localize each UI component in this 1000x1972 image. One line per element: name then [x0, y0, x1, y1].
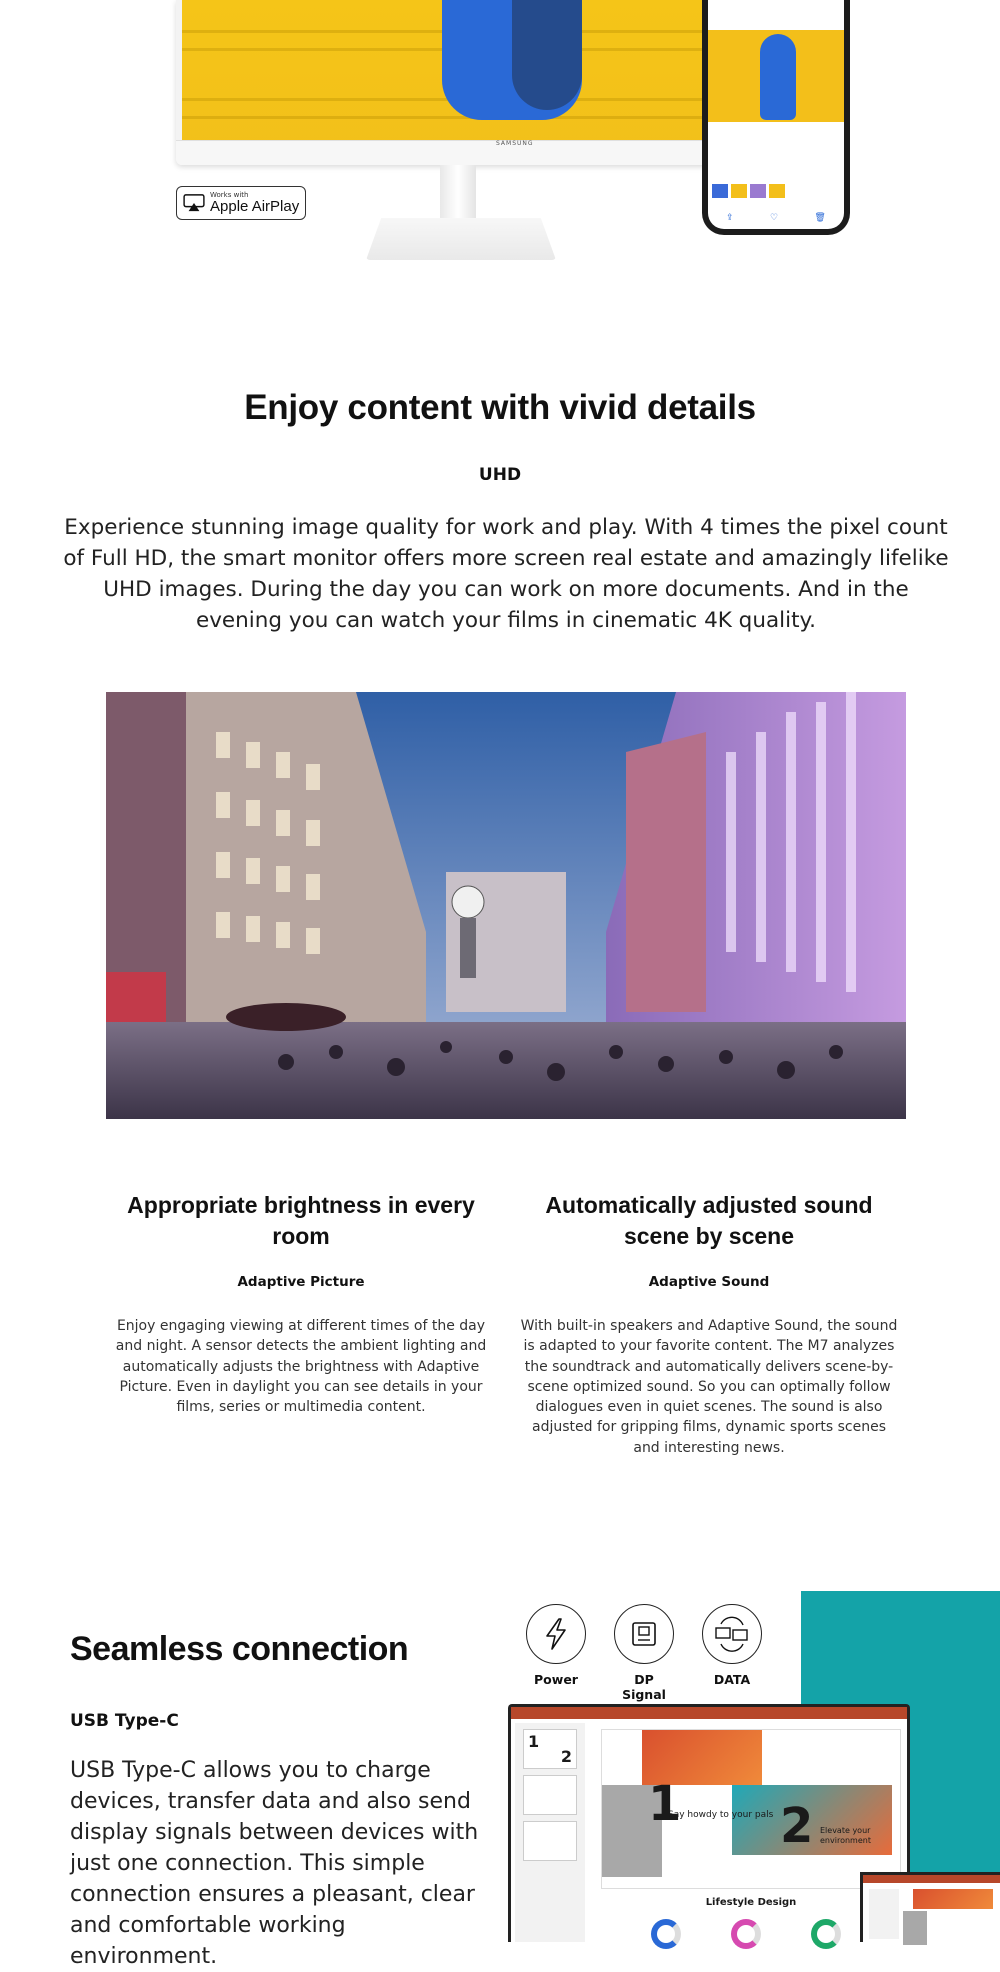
airplay-badge [176, 186, 306, 220]
slide-number-2: 2 [780, 1798, 814, 1854]
share-icon: ⇪ [726, 213, 734, 223]
trash-icon: 🗑 [814, 213, 826, 223]
port-label: DATA [713, 1672, 751, 1687]
heart-icon: ♡ [770, 213, 779, 223]
feature-label: Adaptive Sound [648, 1274, 770, 1290]
feature-adaptive-picture [106, 1190, 496, 1417]
slide-headline-2: Elevate your environment [820, 1826, 871, 1845]
hero-product-image [0, 0, 1000, 290]
port-power [526, 1604, 586, 1702]
city-street-image [106, 692, 906, 1119]
feature-description: With built-in speakers and Adaptive Sound, the sound is adapted to your favorite content. The M7 analyzes the soundtrack and automatically delivers scene-by-scene optimized sound. So you can optimally follow dialogues even in quiet scenes. The sound is also adjusted for gripping films, dynamic sports scenes and interesting news. [520, 1318, 898, 1456]
feature-title: Appropriate brightness in every room [127, 1192, 475, 1249]
uhd-section-title: Enjoy content with vivid details [244, 388, 756, 427]
uhd-description: Experience stunning image quality for work and play. With 4 times the pixel count of Full HD, the smart monitor offers more screen real estate and amazingly lifelike UHD images. During the day you can work on more documents. And in the evening you can watch your films in cinematic 4K quality. [63, 515, 949, 633]
city-illustration [106, 692, 906, 1119]
connection-description: USB Type-C allows you to charge devices, transfer data and also send display signals between devices with just one connection. This simple connection ensures a pleasant, clear and comfortable working environment. [70, 1758, 479, 1969]
port-icons [526, 1604, 762, 1702]
uhd-label: UHD [478, 465, 522, 485]
phone-image [702, 0, 850, 235]
laptop-presentation-image: 1 2 1 Say howdy to your pals 2 Elevate your environment Lifestyle Design [508, 1704, 910, 1942]
slide-headline: Say howdy to your pals [668, 1810, 774, 1820]
monitor-stand [366, 218, 556, 260]
data-sync-icon [713, 1618, 751, 1650]
feature-adaptive-sound [514, 1190, 904, 1458]
feature-label: Adaptive Picture [237, 1274, 365, 1290]
port-label: Power [534, 1672, 578, 1687]
presentation-slide [601, 1729, 901, 1889]
small-laptop-image [860, 1872, 1000, 1942]
feature-title: Automatically adjusted sound scene by scene [545, 1192, 873, 1249]
feature-description: Enjoy engaging viewing at different times of the day and night. A sensor detects the ambient lighting and automatically adjusts the brightness with Adaptive Picture. Even in daylight you can see details in your films, series or multimedia content. [115, 1318, 487, 1416]
port-label: DP Signal [622, 1672, 666, 1702]
port-data [702, 1604, 762, 1702]
lightning-icon [541, 1617, 571, 1651]
airplay-icon [183, 194, 205, 212]
connection-label: USB Type-C [70, 1711, 179, 1731]
display-port-icon [629, 1619, 659, 1649]
port-dp-signal [614, 1604, 674, 1702]
slide-number-1: 1 [648, 1776, 682, 1832]
airplay-big-text: Apple AirPlay [210, 198, 300, 215]
airplay-small-text: Works with [210, 191, 249, 199]
monitor-brand-logo: SAMSUNG [496, 140, 534, 147]
slide-section-title: Lifestyle Design [705, 1897, 797, 1908]
connection-section-title: Seamless connection [70, 1630, 409, 1668]
